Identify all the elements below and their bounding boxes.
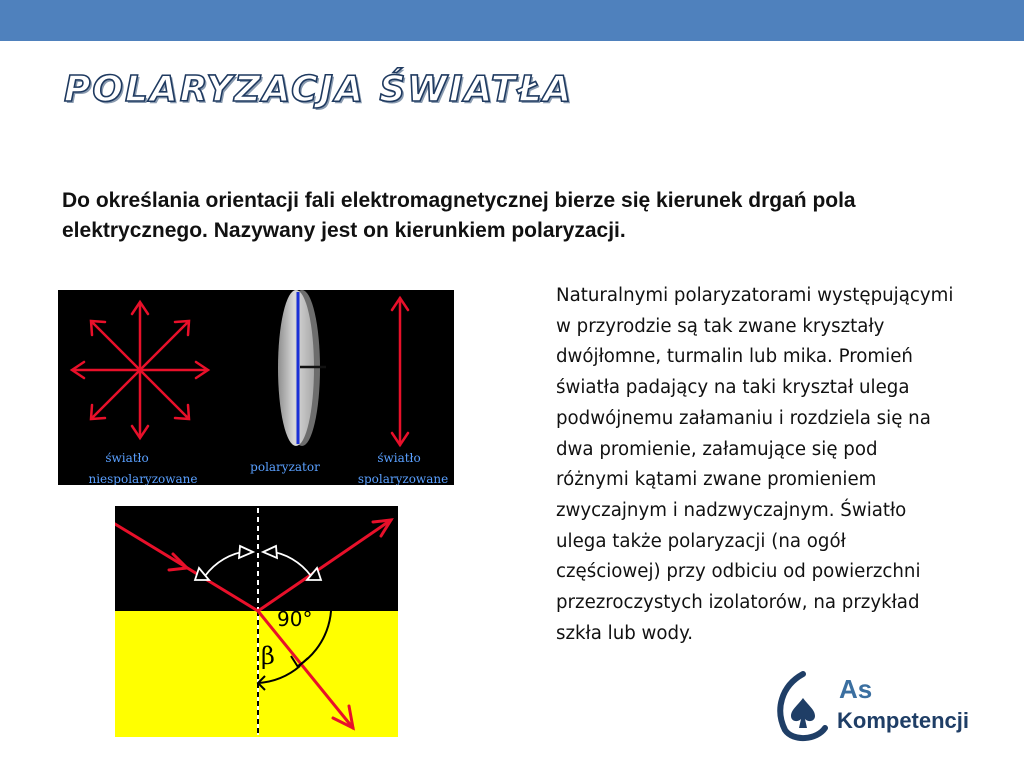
- slide-title: POLARYZACJA ŚWIATŁA: [64, 69, 573, 110]
- logo-text-kompetencji: Kompetencji: [837, 708, 970, 733]
- medium-region: [115, 611, 398, 737]
- polarizer-figure: [58, 290, 454, 485]
- label-unpolarized-line2: niespolaryzowane: [88, 472, 198, 485]
- label-polarized-line1: światło: [377, 451, 421, 465]
- description-text: Naturalnymi polaryzatorami występującymi w przyrodzie są tak zwane kryształy dwójłomne, turmalin lub mika. Promień światła padający na taki kryształ ulega podwójnemu załamaniu i rozdziela się na dwa promienie, załamujące się pod różnymi kątami zwane promieniem zwyczajnym i nadzwyczajnym. Światło ulega także polaryzacji (na ogół częściowej) przy odbiciu od powierzchni przezroczystych izolatorów, na przykład szkła lub wody.: [556, 285, 954, 644]
- label-unpolarized-line1: światło: [105, 451, 149, 465]
- intro-text: Do określania orientacji fali elektromagnetycznej bierze się kierunek drgań pola elektrycznego. Nazywany jest on kierunkiem polaryzacji.: [62, 189, 856, 242]
- label-polarized-line2: spolaryzowane: [357, 472, 449, 485]
- unpolarized-arrows-icon: [72, 302, 208, 438]
- beta-label: β: [261, 642, 275, 670]
- logo-mark-icon: [773, 670, 833, 742]
- reflection-figure: [115, 506, 398, 737]
- as-kompetencji-logo: [773, 670, 1003, 742]
- logo-text-as: As: [839, 674, 873, 704]
- air-region: [115, 506, 398, 611]
- right-angle-label: 90°: [277, 607, 313, 631]
- top-accent-bar: [0, 0, 1024, 41]
- label-polarizer: polaryzator: [250, 460, 320, 474]
